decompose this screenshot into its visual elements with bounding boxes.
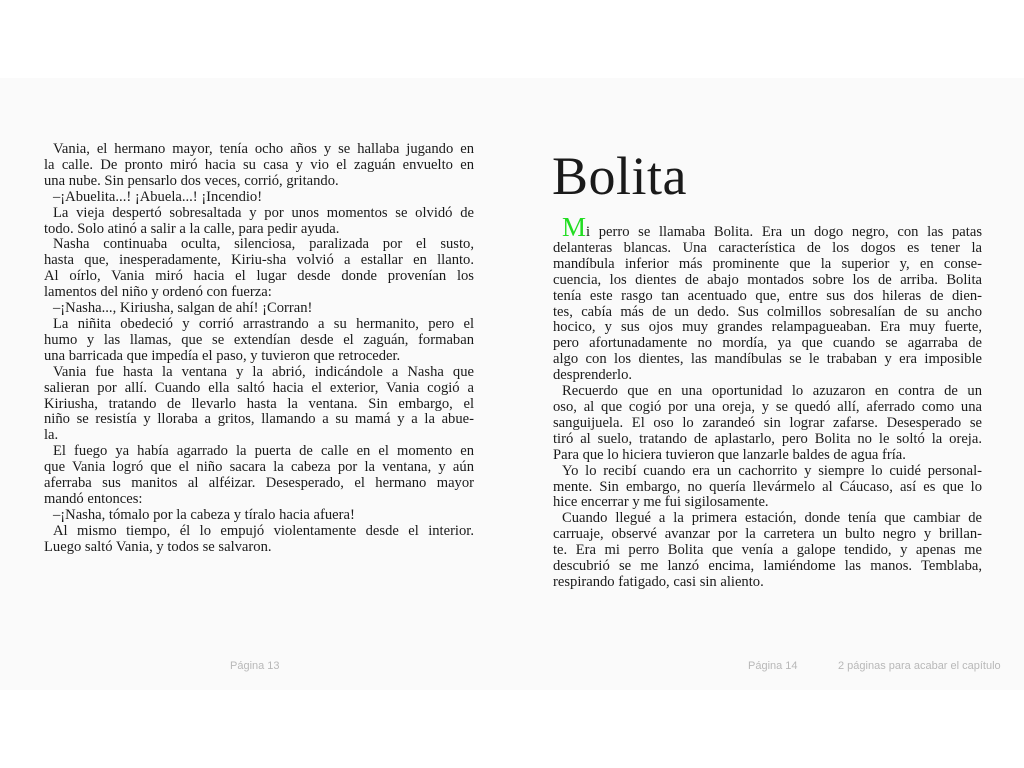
text-line: mente. Sin embargo, no quería llevármelo al Cáucaso, así es que lo: [553, 478, 982, 495]
text-line: Cuando llegué a la primera estación, donde tenía que cambiar de: [562, 510, 982, 527]
first-line-text: i perro se llamaba Bolita. Era un dogo negro, con las patas: [586, 224, 982, 240]
text-line: El fuego ya había agarrado la puerta de calle en el momento en: [53, 443, 474, 460]
text-line: hice encerrar y me fui sigilosamente.: [553, 494, 769, 511]
text-line: lamentos del niño y ordenó con fuerza:: [44, 284, 272, 301]
text-line: Vania fue hasta la ventana y la abrió, indicándole a Nasha que: [53, 363, 474, 380]
text-line: humo y las llamas, que se extendían desde el zaguán, formaban: [44, 331, 474, 348]
text-line: te. Era mi perro Bolita que venía a galope tendido, y apenas me: [553, 542, 982, 559]
right-page[interactable]: [512, 78, 1024, 690]
text-line: Kiriusha, tratando de llevarlo hasta la ventana. Sin embargo, el: [44, 395, 474, 412]
text-line: Yo lo recibí cuando era un cachorrito y siempre lo cuidé personal-: [562, 462, 982, 479]
text-line: Al oírlo, Vania miró hacia el lugar desde donde provenían los: [44, 268, 474, 285]
text-line: carruaje, observé avanzar por la carretera un bulto negro y brillan-: [553, 526, 982, 543]
text-line: Nasha continuaba oculta, silenciosa, paralizada por el susto,: [53, 236, 474, 253]
left-page[interactable]: [0, 78, 512, 690]
text-line: descubrió se me lanzó encima, lamiéndome las manos. Temblaba,: [553, 558, 982, 575]
page-number-right: Página 14: [748, 660, 798, 672]
text-line: hasta que, inesperadamente, Kiriu-sha volvió a estallar en llanto.: [44, 252, 474, 269]
drop-cap: M: [562, 212, 587, 242]
text-line: cuencia, los dientes de abajo montados sobre los de arriba. Bolita: [553, 271, 982, 288]
text-line: mandó entonces:: [44, 490, 143, 507]
text-line: Recuerdo que en una oportunidad lo azuzaron en contra de un: [562, 383, 982, 400]
text-line: la.: [44, 427, 59, 444]
text-line: La niñita obedeció y corrió arrastrando a su hermanito, pero el: [53, 315, 474, 332]
text-line: Vania, el hermano mayor, tenía ocho años y se hallaba jugando en: [53, 141, 474, 157]
text-line: tiró al suelo, tratando de aplastarlo, pero Bolita no le soltó la oreja.: [553, 430, 982, 447]
text-line: que Vania logró que el niño sacara la cabeza por la ventana, y aún: [44, 459, 474, 476]
text-line: una nube. Sin pensarlo dos veces, corrió, gritando.: [44, 172, 339, 189]
text-line: sanguijuela. El oso lo zarandeó sin lograr zafarse. Desesperado se: [553, 414, 982, 431]
text-line: hocico, y sus ojos muy grandes relampagueaban. Era muy fuerte,: [553, 319, 982, 336]
text-line: –¡Abuelita...! ¡Abuela...! ¡Incendio!: [53, 188, 263, 205]
chapter-title: Bolita: [552, 146, 687, 206]
text-line: [553, 212, 982, 242]
left-page-text: [44, 142, 474, 556]
chapter-remaining-label: 2 páginas para acabar el capítulo: [838, 660, 1001, 672]
text-line: Luego saltó Vania, y todos se salvaron.: [44, 538, 272, 555]
text-line: respirando fatigado, casi sin aliento.: [553, 573, 764, 590]
text-line: algo con los dientes, las mandíbulas se le trababan y era imposible: [553, 351, 982, 368]
text-line: aferraba sus manitos al alféizar. Desesperado, el hermano mayor: [44, 475, 474, 492]
text-line: mandíbula inferior más prominente que la superior y, en conse-: [553, 255, 982, 272]
book-spread: [0, 78, 1024, 690]
text-line: Para que lo hiciera tuvieron que lanzarle baldes de agua fría.: [553, 446, 906, 463]
right-page-text: [553, 212, 982, 591]
text-line: La vieja despertó sobresaltada y por unos momentos se olvidó de: [53, 204, 474, 221]
text-line: –¡Nasha..., Kiriusha, salgan de ahí! ¡Corran!: [53, 300, 313, 317]
text-line: Al mismo tiempo, él lo empujó violentamente desde el interior.: [53, 522, 474, 539]
text-line: la calle. De pronto miró hacia su casa y vio el zaguán envuelto en: [44, 156, 474, 173]
page-number-left: Página 13: [230, 660, 280, 672]
text-line: pero afortunadamente no mordía, ya que cuando se agarraba de: [553, 335, 982, 352]
text-line: desprenderlo.: [553, 367, 633, 384]
text-line: delanteras blancas. Una característica de los dogos es tener la: [553, 239, 982, 256]
text-line: tenía este rasgo tan acentuado que, entre sus dos hileras de dien-: [553, 287, 982, 304]
text-line: una barricada que impedía el paso, y tuvieron que retroceder.: [44, 347, 401, 364]
text-line: –¡Nasha, tómalo por la cabeza y tíralo hacia afuera!: [53, 506, 355, 523]
text-line: salieran por allí. Cuando ella saltó hacia el exterior, Vania cogió a: [44, 379, 474, 396]
text-line: niño se resistía y lloraba a gritos, llamando a su mamá y a la abue-: [44, 411, 474, 428]
text-line: todo. Solo atinó a salir a la calle, para pedir ayuda.: [44, 220, 340, 237]
text-line: oso, al que cogió por una oreja, y se quedó allí, aferrado como una: [553, 398, 982, 415]
text-line: tes, cabía más de un dedo. Sus colmillos sobresalían de su ancho: [553, 303, 982, 320]
